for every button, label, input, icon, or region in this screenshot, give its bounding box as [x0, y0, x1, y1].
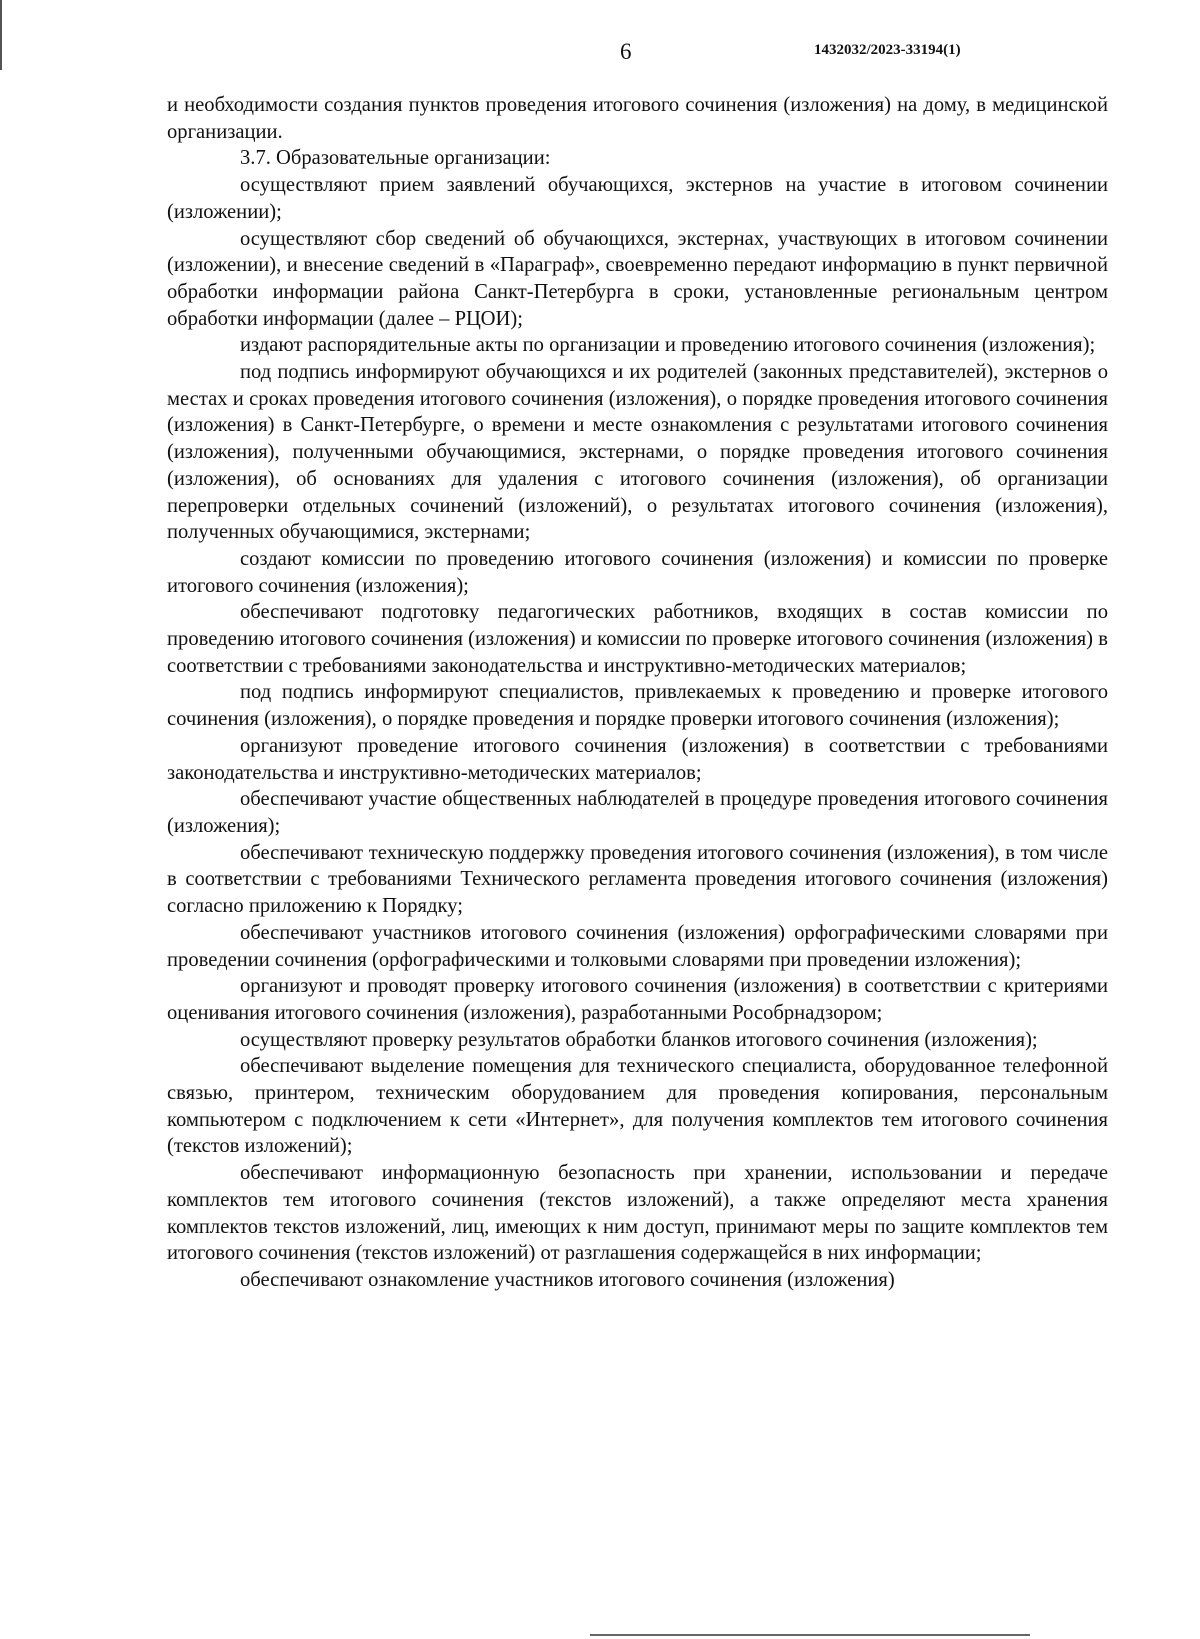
- document-body: [167, 92, 1108, 1294]
- paragraph: обеспечивают участников итогового сочинения (изложения) орфографическими словарями при проведении сочинения (орфографическими и толковыми словарями при проведении изложения);: [167, 921, 1108, 971]
- paragraph: издают распорядительные акты по организации и проведению итогового сочинения (изложения);: [240, 334, 1096, 357]
- paragraph: обеспечивают информационную безопасность при хранении, использовании и передаче комплектов тем итогового сочинения (текстов изложений), а также определяют места хранения комплектов текстов изложений, лиц, имеющих к ним доступ, принимают меры по защите комплектов тем итогового сочинения (текстов изложений) от разглашения содержащейся в них информации;: [167, 1162, 1108, 1265]
- paragraph: под подпись информируют обучающихся и их родителей (законных представителей), экстернов о местах и сроках проведения итогового сочинения (изложения), о порядке проведения итогового сочинения (изложения) в Санкт-Петербурге, о времени и месте ознакомления с результатами итогового сочинения (изложения), полученными обучающимися, экстернами, о порядке проведения итогового сочинения (изложения), об основаниях для удаления с итогового сочинения (изложения), об организации перепроверки отдельных сочинений (изложений), о результатах итогового сочинения (изложения), полученных обучающимися, экстернами;: [167, 361, 1108, 544]
- paragraph: организуют проведение итогового сочинения (изложения) в соответствии с требованиями законодательства и инструктивно-методических материалов;: [167, 734, 1108, 784]
- page-number: 6: [620, 39, 632, 64]
- paragraph: обеспечивают участие общественных наблюдателей в процедуре проведения итогового сочинения (изложения);: [167, 788, 1108, 837]
- paragraph: под подпись информируют специалистов, привлекаемых к проведению и проверке итогового сочинения (изложения), о порядке проведения и порядке проверки итогового сочинения (изложения);: [167, 681, 1108, 731]
- paragraph: обеспечивают ознакомление участников итогового сочинения (изложения): [240, 1268, 895, 1291]
- scan-edge-mark: [0, 0, 2, 70]
- paragraph: организуют и проводят проверку итогового сочинения (изложения) в соответствии с критериями оценивания итогового сочинения (изложения), разработанными Рособрнадзором;: [167, 975, 1108, 1024]
- paragraph: осуществляют проверку результатов обработки бланков итогового сочинения (изложения);: [240, 1028, 1038, 1051]
- paragraph: осуществляют сбор сведений об обучающихся, экстернах, участвующих в итоговом сочинении (изложении), и внесение сведений в «Параграф», своевременно передают информацию в пункт первичной обработки информации района Санкт-Петербурга в сроки, установленные региональным центром обработки информации (далее – РЦОИ);: [167, 227, 1108, 330]
- paragraph: и необходимости создания пунктов проведения итогового сочинения (изложения) на дому, в медицинской организации.: [167, 94, 1108, 143]
- footer-rule: [590, 1634, 1030, 1636]
- paragraph: обеспечивают выделение помещения для технического специалиста, оборудованное телефонной связью, принтером, техническим оборудованием для проведения копирования, персональным компьютером с подключением к сети «Интернет», для получения комплектов тем итогового сочинения (текстов изложений);: [167, 1055, 1108, 1158]
- section-heading: 3.7. Образовательные организации:: [240, 147, 551, 170]
- paragraph: обеспечивают техническую поддержку проведения итогового сочинения (изложения), в том числе в соответствии с требованиями Технического регламента проведения итогового сочинения (изложения) согласно приложению к Порядку;: [167, 841, 1108, 918]
- document-id: 1432032/2023-33194(1): [814, 42, 961, 58]
- paragraph: осуществляют прием заявлений обучающихся, экстернов на участие в итоговом сочинении (изложении);: [167, 174, 1108, 223]
- paragraph: обеспечивают подготовку педагогических работников, входящих в состав комиссии по проведению итогового сочинения (изложения) и комиссии по проверке итогового сочинения (изложения) в соответствии с требованиями законодательства и инструктивно-методических материалов;: [167, 601, 1108, 677]
- paragraph: создают комиссии по проведению итогового сочинения (изложения) и комиссии по проверке итогового сочинения (изложения);: [167, 547, 1108, 597]
